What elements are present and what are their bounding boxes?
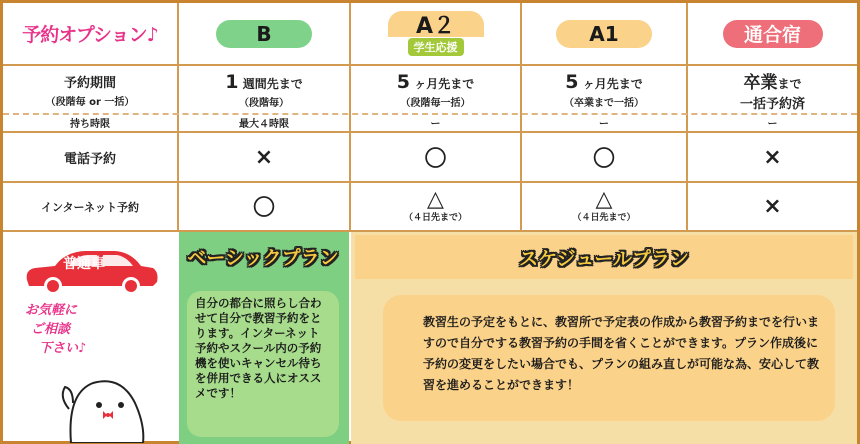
period-tsugo-cell xyxy=(688,66,857,113)
plan-a2-badge: A２ xyxy=(388,11,484,37)
period-a2-number: 5 xyxy=(396,70,411,93)
internet-b-cell xyxy=(179,183,349,230)
period-tsugo-big: 卒業 xyxy=(743,72,778,93)
plan-a1-badge: A1 xyxy=(556,20,652,48)
internet-label-cell xyxy=(3,183,177,230)
phone-a2-mark: 〇 xyxy=(424,146,447,172)
hint-line: お気軽に xyxy=(25,303,78,318)
holding-label-cell xyxy=(3,114,177,131)
internet-a2-sub: （４日先まで） xyxy=(403,213,467,223)
holding-a2-cell xyxy=(351,114,520,131)
table-title: 予約オプション♪ xyxy=(22,24,158,46)
student-support-badge: 学生応援 xyxy=(408,38,464,56)
period-b-cell xyxy=(179,66,349,113)
holding-label: 持ち時限 xyxy=(70,119,110,130)
phone-a1-mark: 〇 xyxy=(592,146,615,172)
header-tsugo-cell xyxy=(688,3,857,64)
schedule-plan-description: 教習生の予定をもとに、教習所で予定表の作成から教習予約までを行いますので自分でする教習予約の手間を省くことができます。プラン作成後に予約の変更をしたい場合でも、プランの組み直しが可能な為、安心して教習を進めることができます！ xyxy=(383,295,835,421)
internet-a2-cell xyxy=(351,183,520,230)
internet-label: インターネット予約 xyxy=(40,200,139,214)
phone-b-cell xyxy=(179,133,349,181)
contact-hint xyxy=(25,301,86,358)
holding-a1: ー xyxy=(599,119,609,130)
phone-tsugo-cell xyxy=(688,133,857,181)
header-b-cell xyxy=(179,3,349,64)
period-label-sub: （段階毎 or 一括） xyxy=(45,96,135,108)
phone-a1-cell xyxy=(522,133,686,181)
holding-tsugo: ー xyxy=(767,119,778,130)
period-a1-sub: （卒業まで一括） xyxy=(564,97,644,109)
period-a1-cell xyxy=(522,66,686,113)
holding-a2: ー xyxy=(430,119,441,130)
car-label: 普通車 xyxy=(63,256,105,272)
internet-a1-cell xyxy=(522,183,686,230)
basic-plan-description: 自分の都合に照らし合わせて自分で教習予約をとります。インターネット予約やスクール内の予約機を使いキャンセル待ちを併用できる人にオススメです！ xyxy=(187,291,339,437)
phone-tsugo-mark: × xyxy=(763,144,782,170)
hint-line: ご相談 xyxy=(31,322,71,337)
period-label-cell xyxy=(3,66,177,113)
period-b-number: 1 xyxy=(225,70,239,93)
period-a2-sub: （段階毎一括） xyxy=(400,97,471,109)
header-a1-cell xyxy=(522,3,686,64)
holding-tsugo-cell xyxy=(688,114,857,131)
header-title-cell xyxy=(3,3,177,64)
phone-label: 電話予約 xyxy=(63,151,116,167)
internet-a2-mark: △ xyxy=(427,187,444,212)
period-b-sub: （段階毎） xyxy=(239,97,289,109)
header-a2-cell xyxy=(351,3,520,64)
holding-a1-cell xyxy=(522,114,686,131)
period-a2-cell xyxy=(351,66,520,113)
internet-a1-sub: （４日先まで） xyxy=(572,213,636,223)
phone-b-mark: × xyxy=(254,144,274,170)
phone-a2-cell xyxy=(351,133,520,181)
period-b-text: 週間先まで xyxy=(242,76,303,91)
internet-a1-mark: △ xyxy=(595,187,613,212)
basic-plan-title: ベーシックプラン xyxy=(185,239,341,273)
mascot-icon xyxy=(51,353,151,443)
internet-tsugo-cell xyxy=(688,183,857,230)
internet-tsugo-mark: × xyxy=(763,194,782,219)
plan-tsugo-badge: 通合宿 xyxy=(723,20,823,48)
holding-b-cell xyxy=(179,114,349,131)
period-a2-text: ヶ月先まで xyxy=(414,76,475,91)
period-a1-text: ヶ月先まで xyxy=(582,76,643,91)
schedule-plan-title: スケジュールプラン xyxy=(355,235,853,279)
phone-label-cell xyxy=(3,133,177,181)
hint-line: 下さい♪ xyxy=(39,341,87,356)
holding-b: 最大４時限 xyxy=(239,119,289,130)
period-tsugo-sub: 一括予約済 xyxy=(739,96,805,112)
internet-b-mark: 〇 xyxy=(252,196,275,221)
period-label: 予約期間 xyxy=(63,75,116,91)
plan-b-badge: B xyxy=(216,20,312,48)
period-a1-number: 5 xyxy=(565,70,579,93)
period-tsugo-text: まで xyxy=(777,76,802,91)
